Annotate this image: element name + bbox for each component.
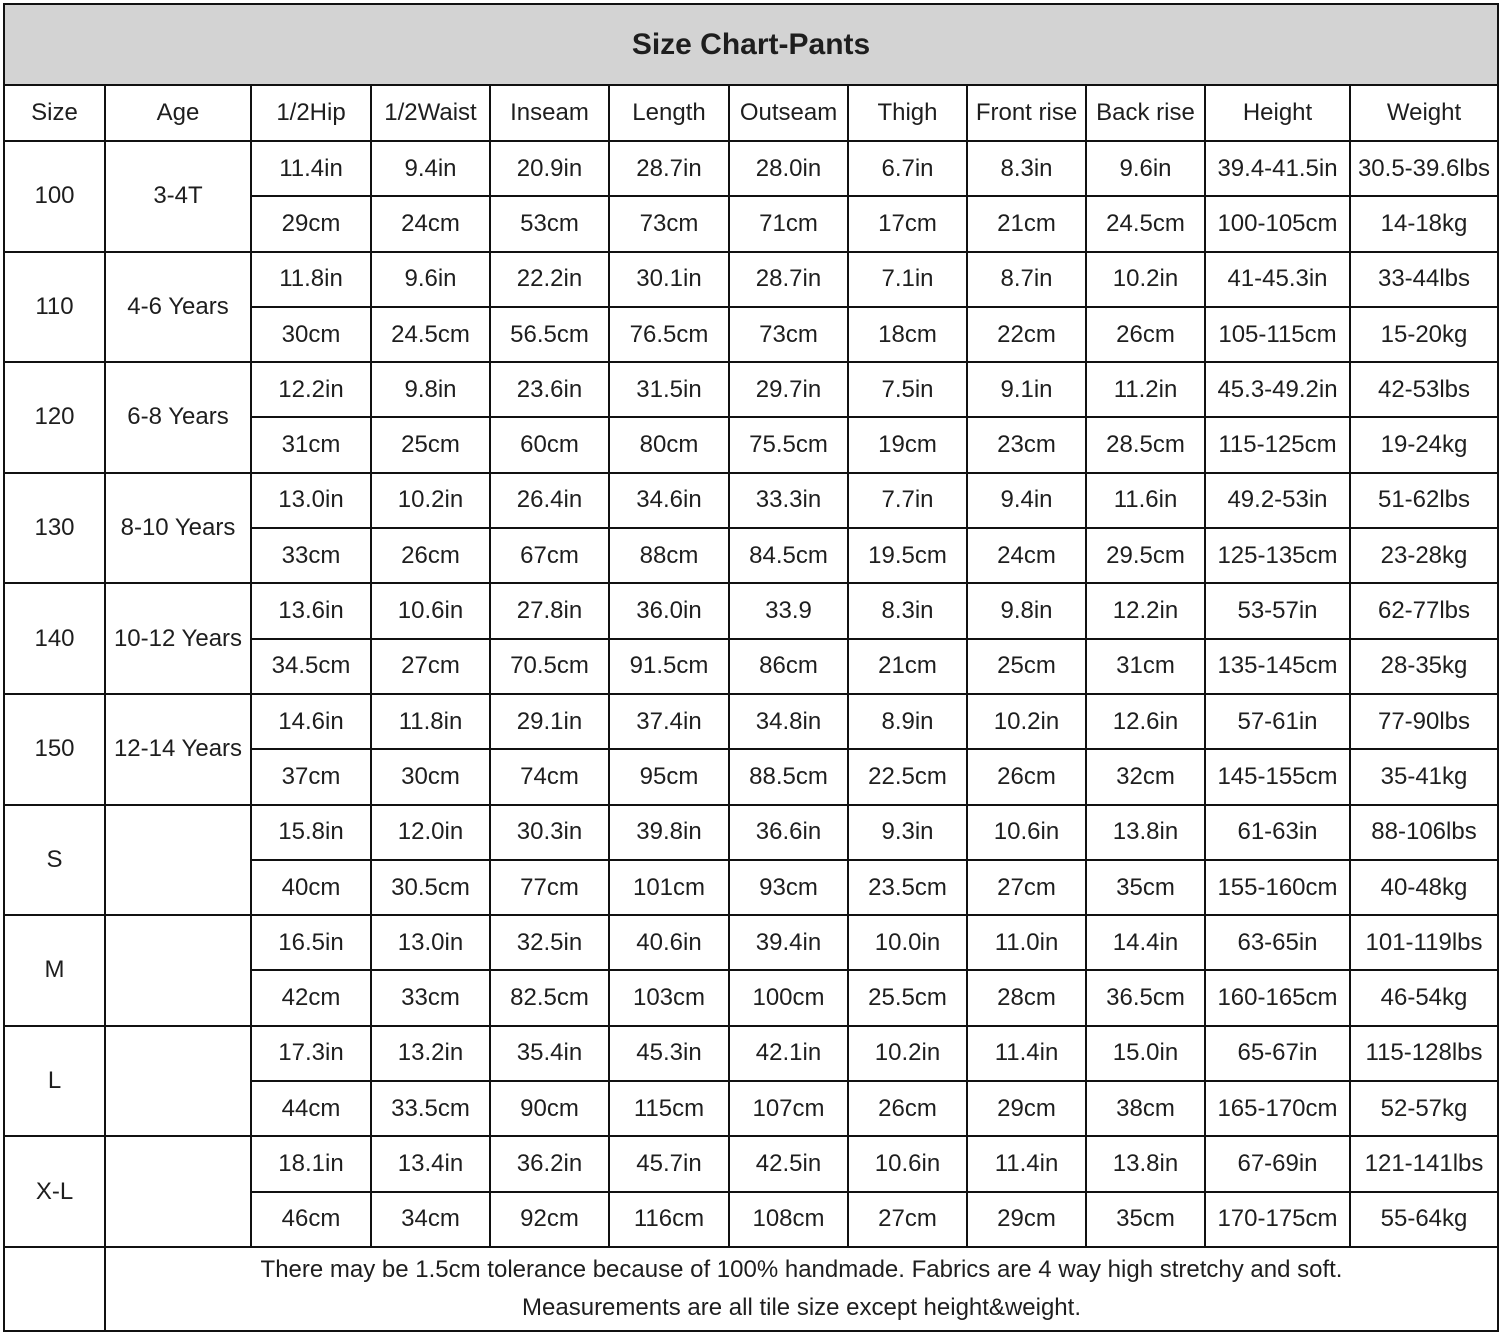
cm-value-cell: 67cm: [490, 528, 609, 583]
cm-value-cell: 33cm: [371, 970, 490, 1025]
table-row-inch: [4, 473, 1498, 528]
age-cell: 10-12 Years: [105, 583, 251, 694]
cm-value-cell: 24cm: [967, 528, 1086, 583]
cm-value-cell: 30cm: [371, 749, 490, 804]
table-row-inch: [4, 583, 1498, 638]
cm-value-cell: 73cm: [729, 307, 848, 362]
inch-value-cell: 11.4in: [967, 1136, 1086, 1191]
cm-value-cell: 29.5cm: [1086, 528, 1205, 583]
inch-value-cell: 49.2-53in: [1205, 473, 1350, 528]
inch-value-cell: 9.6in: [371, 252, 490, 307]
cm-value-cell: 24.5cm: [1086, 196, 1205, 251]
inch-value-cell: 13.4in: [371, 1136, 490, 1191]
table-row-inch: [4, 805, 1498, 860]
inch-value-cell: 42.1in: [729, 1026, 848, 1081]
cm-value-cell: 107cm: [729, 1081, 848, 1136]
inch-value-cell: 13.8in: [1086, 805, 1205, 860]
size-cell: L: [4, 1026, 105, 1137]
inch-value-cell: 13.8in: [1086, 1136, 1205, 1191]
footer-row: [4, 1247, 1498, 1331]
cm-value-cell: 170-175cm: [1205, 1192, 1350, 1247]
inch-value-cell: 27.8in: [490, 583, 609, 638]
inch-value-cell: 45.3in: [609, 1026, 729, 1081]
table-row-inch: [4, 694, 1498, 749]
inch-value-cell: 42.5in: [729, 1136, 848, 1191]
cm-value-cell: 27cm: [371, 639, 490, 694]
inch-value-cell: 36.2in: [490, 1136, 609, 1191]
inch-value-cell: 8.3in: [967, 141, 1086, 196]
inch-value-cell: 28.0in: [729, 141, 848, 196]
cm-value-cell: 100cm: [729, 970, 848, 1025]
cm-value-cell: 38cm: [1086, 1081, 1205, 1136]
inch-value-cell: 9.4in: [371, 141, 490, 196]
age-cell: 6-8 Years: [105, 362, 251, 473]
table-row-inch: [4, 915, 1498, 970]
size-cell: M: [4, 915, 105, 1026]
inch-value-cell: 13.2in: [371, 1026, 490, 1081]
inch-value-cell: 23.6in: [490, 362, 609, 417]
cm-value-cell: 21cm: [848, 639, 967, 694]
cm-value-cell: 93cm: [729, 860, 848, 915]
cm-value-cell: 24.5cm: [371, 307, 490, 362]
inch-value-cell: 57-61in: [1205, 694, 1350, 749]
inch-value-cell: 34.6in: [609, 473, 729, 528]
cm-value-cell: 42cm: [251, 970, 371, 1025]
cm-value-cell: 22.5cm: [848, 749, 967, 804]
column-header: Weight: [1350, 85, 1498, 141]
inch-value-cell: 39.4-41.5in: [1205, 141, 1350, 196]
column-header: Front rise: [967, 85, 1086, 141]
cm-value-cell: 91.5cm: [609, 639, 729, 694]
inch-value-cell: 10.2in: [1086, 252, 1205, 307]
cm-value-cell: 28-35kg: [1350, 639, 1498, 694]
table-row-inch: [4, 362, 1498, 417]
column-header: Size: [4, 85, 105, 141]
cm-value-cell: 19.5cm: [848, 528, 967, 583]
cm-value-cell: 28cm: [967, 970, 1086, 1025]
inch-value-cell: 65-67in: [1205, 1026, 1350, 1081]
inch-value-cell: 61-63in: [1205, 805, 1350, 860]
inch-value-cell: 45.3-49.2in: [1205, 362, 1350, 417]
cm-value-cell: 115cm: [609, 1081, 729, 1136]
cm-value-cell: 101cm: [609, 860, 729, 915]
inch-value-cell: 11.0in: [967, 915, 1086, 970]
table-row-inch: [4, 1136, 1498, 1191]
inch-value-cell: 36.0in: [609, 583, 729, 638]
cm-value-cell: 53cm: [490, 196, 609, 251]
table-row-inch: [4, 252, 1498, 307]
cm-value-cell: 160-165cm: [1205, 970, 1350, 1025]
cm-value-cell: 30cm: [251, 307, 371, 362]
inch-value-cell: 31.5in: [609, 362, 729, 417]
age-cell: [105, 1136, 251, 1247]
inch-value-cell: 9.1in: [967, 362, 1086, 417]
inch-value-cell: 88-106lbs: [1350, 805, 1498, 860]
age-cell: [105, 915, 251, 1026]
cm-value-cell: 108cm: [729, 1192, 848, 1247]
cm-value-cell: 19cm: [848, 417, 967, 472]
cm-value-cell: 86cm: [729, 639, 848, 694]
inch-value-cell: 9.4in: [967, 473, 1086, 528]
cm-value-cell: 84.5cm: [729, 528, 848, 583]
size-cell: 150: [4, 694, 105, 805]
inch-value-cell: 29.7in: [729, 362, 848, 417]
inch-value-cell: 18.1in: [251, 1136, 371, 1191]
cm-value-cell: 155-160cm: [1205, 860, 1350, 915]
cm-value-cell: 30.5cm: [371, 860, 490, 915]
inch-value-cell: 8.3in: [848, 583, 967, 638]
cm-value-cell: 26cm: [1086, 307, 1205, 362]
cm-value-cell: 21cm: [967, 196, 1086, 251]
column-header: 1/2Hip: [251, 85, 371, 141]
cm-value-cell: 28.5cm: [1086, 417, 1205, 472]
table-row-inch: [4, 1026, 1498, 1081]
cm-value-cell: 35cm: [1086, 860, 1205, 915]
inch-value-cell: 10.6in: [967, 805, 1086, 860]
inch-value-cell: 13.0in: [251, 473, 371, 528]
cm-value-cell: 165-170cm: [1205, 1081, 1350, 1136]
inch-value-cell: 36.6in: [729, 805, 848, 860]
size-chart-table: [3, 3, 1499, 1332]
inch-value-cell: 53-57in: [1205, 583, 1350, 638]
inch-value-cell: 121-141lbs: [1350, 1136, 1498, 1191]
cm-value-cell: 15-20kg: [1350, 307, 1498, 362]
column-header: Outseam: [729, 85, 848, 141]
cm-value-cell: 35-41kg: [1350, 749, 1498, 804]
cm-value-cell: 32cm: [1086, 749, 1205, 804]
inch-value-cell: 67-69in: [1205, 1136, 1350, 1191]
age-cell: [105, 805, 251, 916]
inch-value-cell: 9.8in: [371, 362, 490, 417]
inch-value-cell: 11.2in: [1086, 362, 1205, 417]
inch-value-cell: 42-53lbs: [1350, 362, 1498, 417]
inch-value-cell: 30.1in: [609, 252, 729, 307]
cm-value-cell: 95cm: [609, 749, 729, 804]
size-cell: S: [4, 805, 105, 916]
inch-value-cell: 28.7in: [729, 252, 848, 307]
cm-value-cell: 46-54kg: [1350, 970, 1498, 1025]
column-header: Height: [1205, 85, 1350, 141]
cm-value-cell: 115-125cm: [1205, 417, 1350, 472]
cm-value-cell: 125-135cm: [1205, 528, 1350, 583]
inch-value-cell: 40.6in: [609, 915, 729, 970]
cm-value-cell: 46cm: [251, 1192, 371, 1247]
inch-value-cell: 10.2in: [848, 1026, 967, 1081]
size-cell: 110: [4, 252, 105, 363]
cm-value-cell: 60cm: [490, 417, 609, 472]
cm-value-cell: 26cm: [371, 528, 490, 583]
inch-value-cell: 63-65in: [1205, 915, 1350, 970]
inch-value-cell: 37.4in: [609, 694, 729, 749]
cm-value-cell: 17cm: [848, 196, 967, 251]
inch-value-cell: 10.0in: [848, 915, 967, 970]
cm-value-cell: 88.5cm: [729, 749, 848, 804]
inch-value-cell: 11.6in: [1086, 473, 1205, 528]
footer-note-line1: There may be 1.5cm tolerance because of 100% handmade. Fabrics are 4 way high stretchy and soft.: [260, 1255, 1343, 1283]
chart-title: Size Chart-Pants: [4, 4, 1498, 85]
inch-value-cell: 9.6in: [1086, 141, 1205, 196]
cm-value-cell: 29cm: [251, 196, 371, 251]
cm-value-cell: 23.5cm: [848, 860, 967, 915]
cm-value-cell: 36.5cm: [1086, 970, 1205, 1025]
inch-value-cell: 29.1in: [490, 694, 609, 749]
cm-value-cell: 29cm: [967, 1081, 1086, 1136]
cm-value-cell: 19-24kg: [1350, 417, 1498, 472]
footer-note: [105, 1247, 1498, 1331]
cm-value-cell: 31cm: [1086, 639, 1205, 694]
inch-value-cell: 30.3in: [490, 805, 609, 860]
age-cell: [105, 1026, 251, 1137]
cm-value-cell: 135-145cm: [1205, 639, 1350, 694]
cm-value-cell: 33.5cm: [371, 1081, 490, 1136]
inch-value-cell: 15.8in: [251, 805, 371, 860]
inch-value-cell: 77-90lbs: [1350, 694, 1498, 749]
cm-value-cell: 44cm: [251, 1081, 371, 1136]
cm-value-cell: 105-115cm: [1205, 307, 1350, 362]
cm-value-cell: 34.5cm: [251, 639, 371, 694]
cm-value-cell: 103cm: [609, 970, 729, 1025]
inch-value-cell: 51-62lbs: [1350, 473, 1498, 528]
cm-value-cell: 27cm: [848, 1192, 967, 1247]
cm-value-cell: 33cm: [251, 528, 371, 583]
column-header: Back rise: [1086, 85, 1205, 141]
inch-value-cell: 8.9in: [848, 694, 967, 749]
inch-value-cell: 17.3in: [251, 1026, 371, 1081]
column-header: Age: [105, 85, 251, 141]
inch-value-cell: 16.5in: [251, 915, 371, 970]
age-cell: 12-14 Years: [105, 694, 251, 805]
inch-value-cell: 14.4in: [1086, 915, 1205, 970]
inch-value-cell: 6.7in: [848, 141, 967, 196]
cm-value-cell: 18cm: [848, 307, 967, 362]
cm-value-cell: 82.5cm: [490, 970, 609, 1025]
cm-value-cell: 23-28kg: [1350, 528, 1498, 583]
cm-value-cell: 27cm: [967, 860, 1086, 915]
inch-value-cell: 11.8in: [251, 252, 371, 307]
cm-value-cell: 116cm: [609, 1192, 729, 1247]
inch-value-cell: 13.6in: [251, 583, 371, 638]
cm-value-cell: 40-48kg: [1350, 860, 1498, 915]
inch-value-cell: 13.0in: [371, 915, 490, 970]
inch-value-cell: 33.3in: [729, 473, 848, 528]
inch-value-cell: 7.7in: [848, 473, 967, 528]
cm-value-cell: 31cm: [251, 417, 371, 472]
cm-value-cell: 73cm: [609, 196, 729, 251]
cm-value-cell: 34cm: [371, 1192, 490, 1247]
cm-value-cell: 23cm: [967, 417, 1086, 472]
cm-value-cell: 25cm: [967, 639, 1086, 694]
size-cell: 130: [4, 473, 105, 584]
inch-value-cell: 11.4in: [967, 1026, 1086, 1081]
inch-value-cell: 12.2in: [251, 362, 371, 417]
footer-note-line2: Measurements are all tile size except height&weight.: [522, 1293, 1081, 1321]
inch-value-cell: 39.8in: [609, 805, 729, 860]
inch-value-cell: 8.7in: [967, 252, 1086, 307]
cm-value-cell: 24cm: [371, 196, 490, 251]
cm-value-cell: 76.5cm: [609, 307, 729, 362]
cm-value-cell: 14-18kg: [1350, 196, 1498, 251]
cm-value-cell: 26cm: [967, 749, 1086, 804]
cm-value-cell: 74cm: [490, 749, 609, 804]
age-cell: 8-10 Years: [105, 473, 251, 584]
inch-value-cell: 115-128lbs: [1350, 1026, 1498, 1081]
column-header: Thigh: [848, 85, 967, 141]
footer-empty-cell: [4, 1247, 105, 1331]
inch-value-cell: 28.7in: [609, 141, 729, 196]
inch-value-cell: 9.8in: [967, 583, 1086, 638]
inch-value-cell: 34.8in: [729, 694, 848, 749]
inch-value-cell: 30.5-39.6lbs: [1350, 141, 1498, 196]
cm-value-cell: 80cm: [609, 417, 729, 472]
inch-value-cell: 62-77lbs: [1350, 583, 1498, 638]
column-header: Inseam: [490, 85, 609, 141]
column-header: Length: [609, 85, 729, 141]
inch-value-cell: 11.8in: [371, 694, 490, 749]
inch-value-cell: 26.4in: [490, 473, 609, 528]
inch-value-cell: 32.5in: [490, 915, 609, 970]
header-row: [4, 85, 1498, 141]
cm-value-cell: 90cm: [490, 1081, 609, 1136]
age-cell: 4-6 Years: [105, 252, 251, 363]
cm-value-cell: 40cm: [251, 860, 371, 915]
inch-value-cell: 10.6in: [848, 1136, 967, 1191]
size-cell: 100: [4, 141, 105, 252]
cm-value-cell: 75.5cm: [729, 417, 848, 472]
table-row-inch: [4, 141, 1498, 196]
cm-value-cell: 25.5cm: [848, 970, 967, 1025]
inch-value-cell: 10.2in: [967, 694, 1086, 749]
cm-value-cell: 55-64kg: [1350, 1192, 1498, 1247]
inch-value-cell: 22.2in: [490, 252, 609, 307]
cm-value-cell: 92cm: [490, 1192, 609, 1247]
cm-value-cell: 145-155cm: [1205, 749, 1350, 804]
inch-value-cell: 9.3in: [848, 805, 967, 860]
inch-value-cell: 10.2in: [371, 473, 490, 528]
inch-value-cell: 101-119lbs: [1350, 915, 1498, 970]
cm-value-cell: 25cm: [371, 417, 490, 472]
cm-value-cell: 70.5cm: [490, 639, 609, 694]
inch-value-cell: 12.0in: [371, 805, 490, 860]
cm-value-cell: 29cm: [967, 1192, 1086, 1247]
inch-value-cell: 10.6in: [371, 583, 490, 638]
cm-value-cell: 71cm: [729, 196, 848, 251]
cm-value-cell: 52-57kg: [1350, 1081, 1498, 1136]
inch-value-cell: 12.6in: [1086, 694, 1205, 749]
cm-value-cell: 37cm: [251, 749, 371, 804]
inch-value-cell: 39.4in: [729, 915, 848, 970]
inch-value-cell: 45.7in: [609, 1136, 729, 1191]
cm-value-cell: 77cm: [490, 860, 609, 915]
inch-value-cell: 33-44lbs: [1350, 252, 1498, 307]
inch-value-cell: 35.4in: [490, 1026, 609, 1081]
inch-value-cell: 15.0in: [1086, 1026, 1205, 1081]
inch-value-cell: 14.6in: [251, 694, 371, 749]
age-cell: 3-4T: [105, 141, 251, 252]
inch-value-cell: 12.2in: [1086, 583, 1205, 638]
cm-value-cell: 56.5cm: [490, 307, 609, 362]
inch-value-cell: 7.1in: [848, 252, 967, 307]
cm-value-cell: 35cm: [1086, 1192, 1205, 1247]
cm-value-cell: 22cm: [967, 307, 1086, 362]
inch-value-cell: 11.4in: [251, 141, 371, 196]
cm-value-cell: 26cm: [848, 1081, 967, 1136]
inch-value-cell: 41-45.3in: [1205, 252, 1350, 307]
inch-value-cell: 20.9in: [490, 141, 609, 196]
cm-value-cell: 88cm: [609, 528, 729, 583]
cm-value-cell: 100-105cm: [1205, 196, 1350, 251]
size-cell: 140: [4, 583, 105, 694]
size-cell: X-L: [4, 1136, 105, 1247]
size-cell: 120: [4, 362, 105, 473]
inch-value-cell: 7.5in: [848, 362, 967, 417]
column-header: 1/2Waist: [371, 85, 490, 141]
inch-value-cell: 33.9: [729, 583, 848, 638]
